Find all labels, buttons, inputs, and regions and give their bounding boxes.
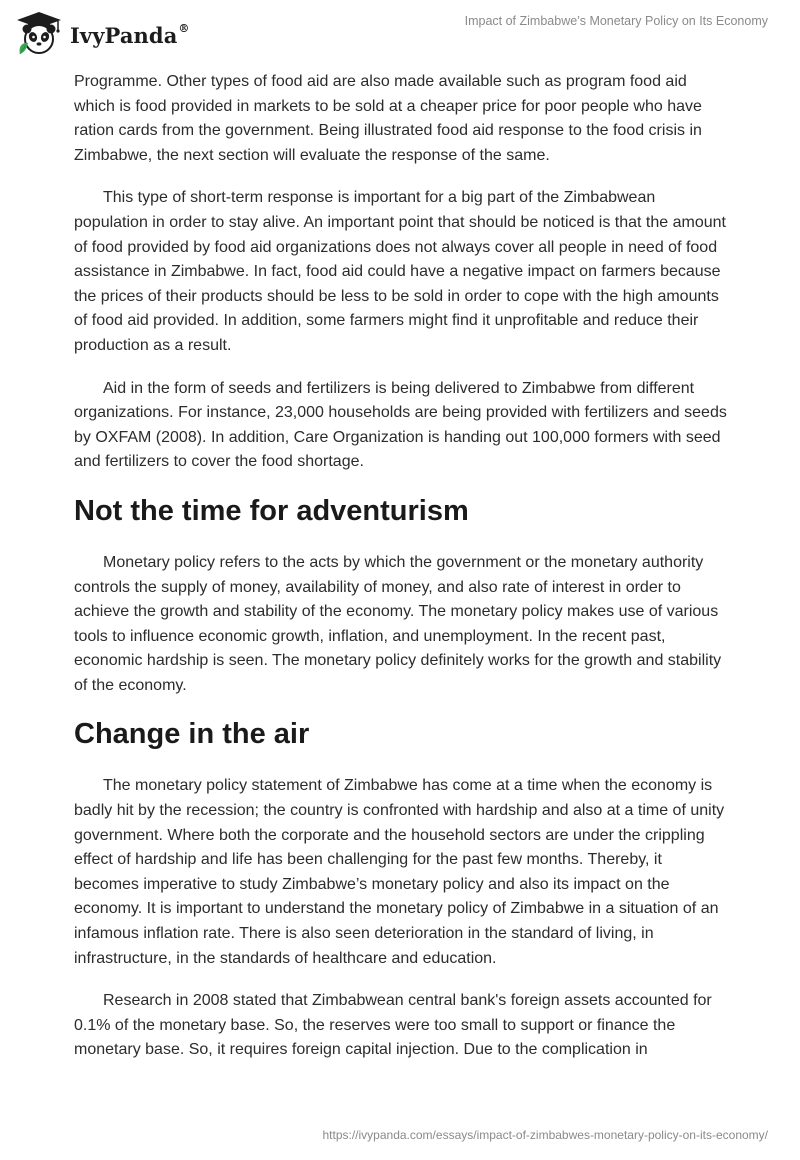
paragraph: The monetary policy statement of Zimbabwe has come at a time when the economy is badly hit by the recession; the country is confronted with hardship and also at a time of unity government. Where both the corporate and the household sectors are under the crippling effect of hardship and life has been challenging for the past few months. Thereby, it becomes imperative to study Zimbabwe’s monetary policy and also its impact on the economy. It is important to understand the monetary policy of Zimbabwe in a situation of an infamous inflation rate. There is also seen deterioration in the standard of living, in infrastructure, in the standards of healthcare and education.: [74, 777, 725, 967]
paragraph: Programme. Other types of food aid are also made available such as program food aid which is food provided in markets to be sold at a cheaper price for poor people who have ration cards from the government. Being illustrated food aid response to the food crisis in Zimbabwe, the next section will evaluate the response of the same.: [74, 73, 702, 164]
paragraph: Research in 2008 stated that Zimbabwean central bank's foreign assets accounted for 0.1% of the monetary base. So, the reserves were too small to support or finance the monetary base. So, it requires foreign capital injection. Due to the complication in: [74, 992, 712, 1059]
paragraph: This type of short-term response is important for a big part of the Zimbabwean population in order to stay alive. An important point that should be noticed is that the amount of food provided by food aid organizations does not always cover all people in need of food assistance in Zimbabwe. In fact, food aid could have a negative impact on farmers because the prices of their products should be less to be sold in order to cope with the high amounts of food aid provided. In addition, some farmers might find it unprofitable and reduce their production as a result.: [74, 189, 726, 354]
ivypanda-logo[interactable]: [14, 10, 190, 56]
section-heading: Change in the air: [74, 718, 310, 751]
panda-graduate-icon: [14, 10, 64, 56]
page-header: [0, 0, 800, 62]
essay-body: [74, 70, 728, 1081]
source-url[interactable]: https://ivypanda.com/essays/impact-of-zimbabwes-monetary-policy-on-its-economy/: [322, 1128, 768, 1142]
logo-text: IvyPanda®: [70, 21, 190, 48]
document-title: Impact of Zimbabwe’s Monetary Policy on Its Economy: [464, 14, 768, 28]
section-heading: Not the time for adventurism: [74, 494, 469, 527]
paragraph: Aid in the form of seeds and fertilizers is being delivered to Zimbabwe from different organizations. For instance, 23,000 households are being provided with fertilizers and seeds by OXFAM (2008). In addition, Care Organization is handing out 100,000 formers with seed and fertilizers to cover the food shortage.: [74, 379, 727, 471]
paragraph: Monetary policy refers to the acts by which the government or the monetary authority controls the supply of money, availability of money, and also rate of interest in order to achieve the growth and stability of the economy. The monetary policy makes use of various tools to influence economic growth, inflation, and unemployment. In the recent past, economic hardship is seen. The monetary policy definitely works for the growth and stability of the economy.: [74, 553, 722, 694]
